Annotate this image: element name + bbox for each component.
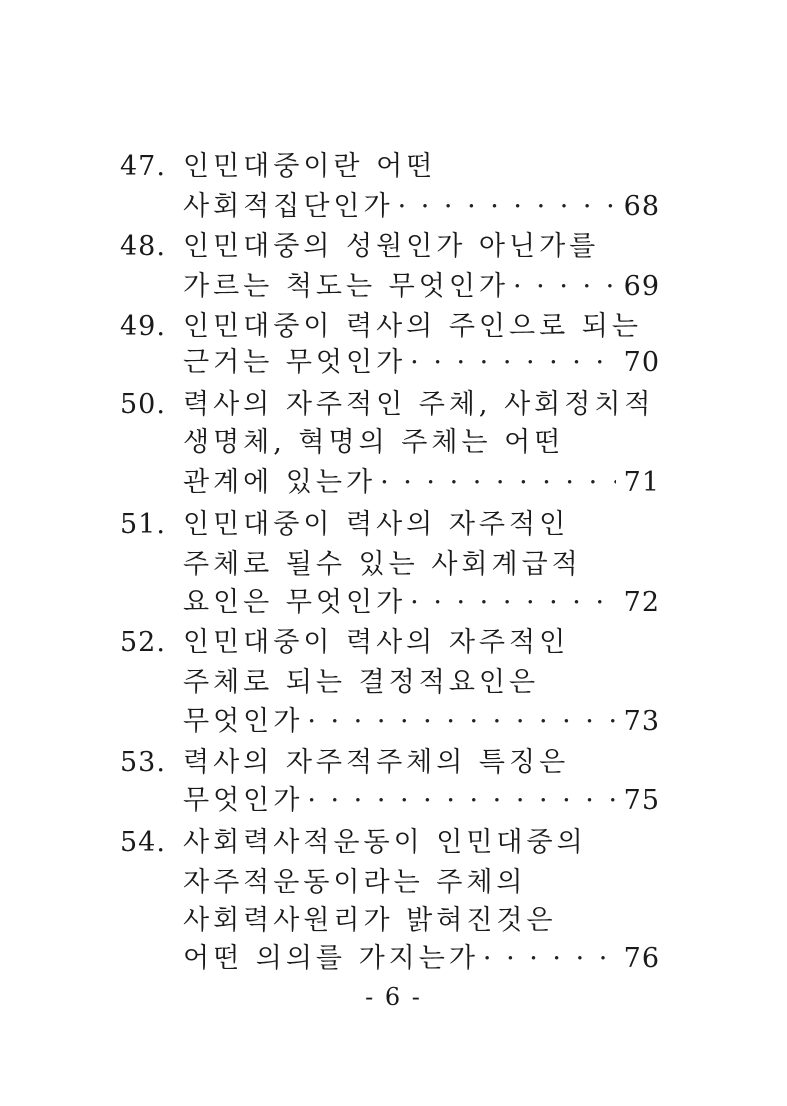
toc-entry-number: 51. bbox=[120, 509, 166, 540]
toc-entry-title: 력사의 자주적주체의 특징은 bbox=[183, 747, 570, 778]
toc-entry-53-line-1 bbox=[120, 743, 660, 783]
toc-entry-50-line-2 bbox=[183, 423, 660, 463]
toc-entry-48-line-1 bbox=[120, 227, 660, 267]
toc-entry-47-line-2 bbox=[183, 187, 660, 227]
toc-entry-50-line-3 bbox=[183, 463, 660, 503]
toc-entry-title: 인민대중이 력사의 주인으로 되는 bbox=[183, 311, 642, 342]
toc-entry-title: 어떤 의의를 가지는가 bbox=[183, 943, 479, 974]
toc-entry-title: 주체로 되는 결정적요인은 bbox=[183, 667, 540, 698]
dot-leader bbox=[380, 463, 616, 503]
toc-entry-title: 요인은 무엇인가 bbox=[183, 587, 407, 618]
toc-entry-title: 근거는 무엇인가 bbox=[183, 347, 407, 378]
toc-entry-page: 68 bbox=[623, 191, 660, 222]
toc-entry-number: 47. bbox=[120, 151, 166, 182]
toc-entry-title: 인민대중이란 어떤 bbox=[183, 151, 437, 182]
toc-entry-54-line-3 bbox=[183, 901, 660, 941]
toc-entry-title: 사회력사원리가 밝혀진것은 bbox=[183, 905, 557, 936]
toc-entry-52-line-2 bbox=[183, 663, 660, 703]
toc-entry-title: 인민대중의 성원인가 아닌가를 bbox=[183, 231, 600, 262]
toc-entry-title: 무엇인가 bbox=[183, 706, 304, 737]
dot-leader bbox=[398, 187, 616, 227]
toc-entry-page: 75 bbox=[623, 785, 660, 816]
toc-entry-title: 자주적운동이라는 주체의 bbox=[183, 867, 527, 898]
toc-entry-number: 52. bbox=[120, 627, 166, 658]
toc-entry-page: 71 bbox=[623, 467, 660, 498]
dot-leader bbox=[307, 781, 615, 821]
toc-entry-title: 사회력사적운동이 인민대중의 bbox=[183, 827, 587, 858]
toc-entry-54-line-2 bbox=[183, 863, 660, 903]
toc-entry-47-line-1 bbox=[120, 147, 660, 187]
toc-entry-page: 73 bbox=[623, 706, 660, 737]
toc-entry-title: 력사의 자주적인 주체, 사회정치적 bbox=[183, 389, 655, 420]
toc-entry-title: 인민대중이 력사의 자주적인 bbox=[183, 509, 570, 540]
toc-entry-54-line-1 bbox=[120, 823, 660, 863]
toc-entry-title: 관계에 있는가 bbox=[183, 467, 377, 498]
toc-entry-number: 49. bbox=[120, 311, 166, 342]
toc-entry-48-line-2 bbox=[183, 267, 660, 307]
toc-entry-title: 인민대중이 력사의 자주적인 bbox=[183, 627, 570, 658]
toc-entry-52-line-1 bbox=[120, 623, 660, 663]
dot-leader bbox=[513, 267, 616, 307]
dot-leader bbox=[307, 702, 615, 742]
toc-entry-title: 무엇인가 bbox=[183, 785, 304, 816]
toc-entry-52-line-3 bbox=[183, 702, 660, 742]
toc-entry-number: 53. bbox=[120, 747, 166, 778]
toc-entry-51-line-2 bbox=[183, 545, 660, 585]
toc-entry-page: 70 bbox=[623, 347, 660, 378]
toc-entry-number: 50. bbox=[120, 389, 166, 420]
toc-entry-title: 사회적집단인가 bbox=[183, 191, 394, 222]
toc-entry-number: 48. bbox=[120, 231, 166, 262]
toc-entry-number: 54. bbox=[120, 827, 166, 858]
toc-entry-51-line-1 bbox=[120, 505, 660, 545]
toc-entry-page: 72 bbox=[623, 587, 660, 618]
toc-entry-title: 가르는 척도는 무엇인가 bbox=[183, 271, 509, 302]
toc-entry-53-line-2 bbox=[183, 781, 660, 821]
page-number-footer: - 6 - bbox=[365, 983, 422, 1011]
toc-entry-54-line-4 bbox=[183, 939, 660, 979]
toc-entry-page: 69 bbox=[623, 271, 660, 302]
toc-entry-50-line-1 bbox=[120, 385, 660, 425]
toc-entry-51-line-3 bbox=[183, 583, 660, 623]
dot-leader bbox=[410, 583, 615, 623]
toc-entry-49-line-1 bbox=[120, 307, 660, 347]
toc-entry-49-line-2 bbox=[183, 343, 660, 383]
toc-entry-page: 76 bbox=[623, 943, 660, 974]
dot-leader bbox=[410, 343, 615, 383]
toc-entry-title: 생명체, 혁명의 주체는 어떤 bbox=[183, 427, 565, 458]
toc-entry-title: 주체로 될수 있는 사회계급적 bbox=[183, 549, 582, 580]
dot-leader bbox=[483, 939, 616, 979]
